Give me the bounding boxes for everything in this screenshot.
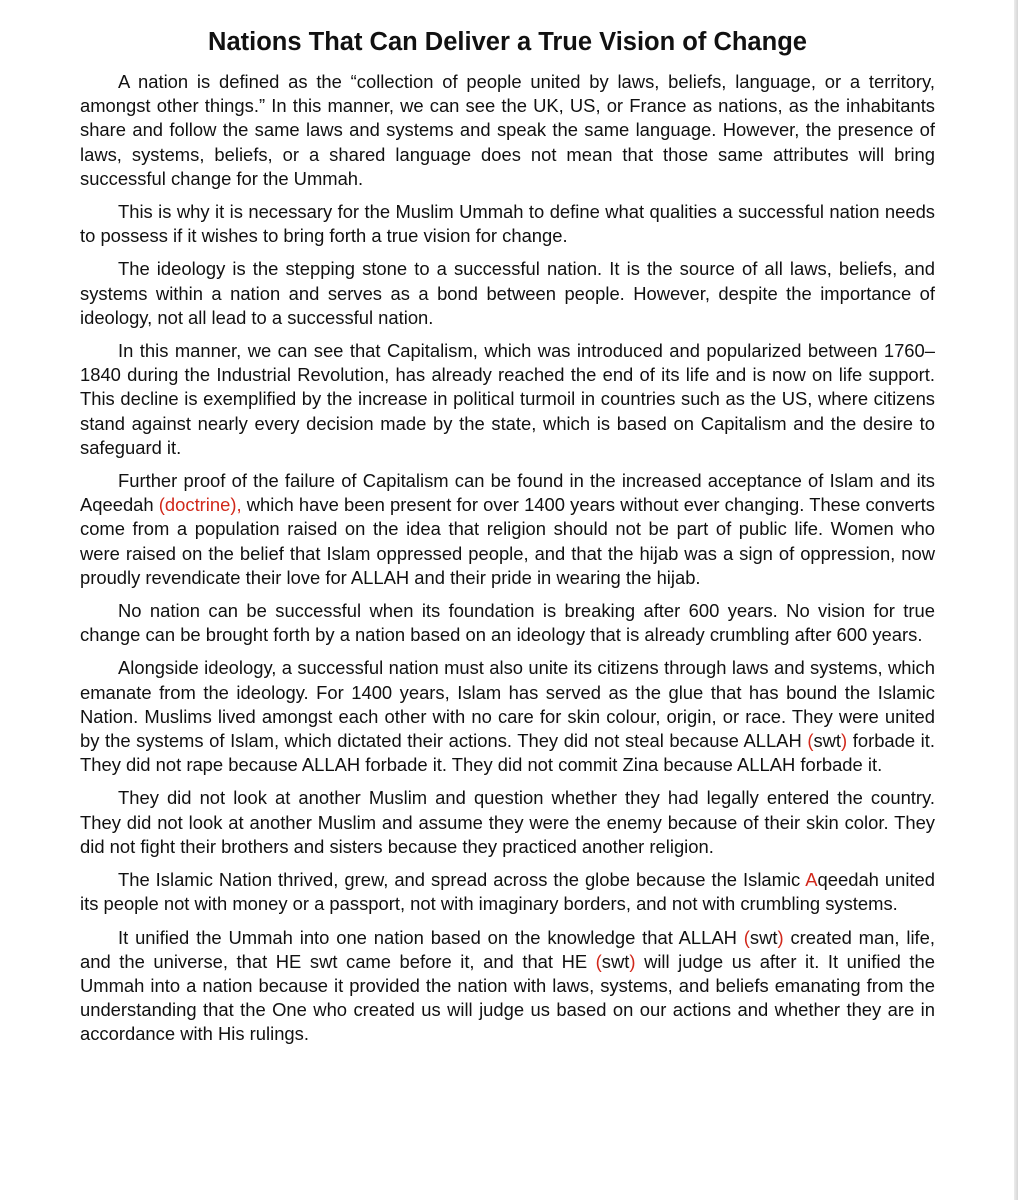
page-edge-shadow bbox=[1014, 0, 1018, 1200]
paragraph bbox=[80, 599, 935, 647]
paragraph bbox=[80, 200, 935, 248]
document-page bbox=[80, 24, 935, 1056]
highlighted-text: ( bbox=[595, 950, 602, 972]
text-run: In this manner, we can see that Capitalism, which was introduced and popularized between 1760–1840 during the Industrial Revolution, has already reached the end of its life and is now on life support. This decline is exemplified by the increase in political turmoil in countries such as the US, where citizens stand against nearly every decision made by the state, which is based on Capitalism and the desire to safeguard it. bbox=[80, 340, 935, 458]
highlighted-text: ( bbox=[743, 926, 750, 948]
text-run: No nation can be successful when its foundation is breaking after 600 years. No vision for true change can be brought forth by a nation based on an ideology that is already crumbling after 600 years. bbox=[80, 600, 935, 646]
text-run: swt bbox=[813, 730, 842, 752]
text-run: swt bbox=[749, 926, 778, 948]
text-run: Further proof of the failure of Capitalism can be found in the increased acceptance of Islam and its Aqeedah bbox=[80, 470, 935, 516]
text-run: It unified the Ummah into one nation based on the knowledge that ALLAH bbox=[118, 926, 744, 948]
document-title: Nations That Can Deliver a True Vision of Change bbox=[208, 28, 807, 56]
highlighted-text: ) bbox=[629, 950, 636, 972]
document-body bbox=[80, 70, 935, 1047]
paragraph bbox=[80, 469, 935, 590]
paragraph bbox=[80, 656, 935, 777]
text-run: swt bbox=[601, 950, 630, 972]
paragraph bbox=[80, 926, 935, 1047]
paragraph bbox=[80, 868, 935, 916]
text-run: The Islamic Nation thrived, grew, and spread across the globe because the Islamic bbox=[118, 869, 806, 891]
highlighted-text: ) bbox=[841, 730, 848, 752]
highlighted-text: ( bbox=[807, 730, 814, 752]
text-run: A nation is defined as the “collection of people united by laws, beliefs, language, or a territory, amongst other things.” In this manner, we can see the UK, US, or France as nations, as the inhabitants share and follow the same laws and systems and speak the same language. However, the presence of laws, systems, beliefs, or a shared language does not mean that those same attributes will bring successful change for the Ummah. bbox=[80, 71, 935, 189]
text-run: will judge us after it. It unified the Ummah into a nation because it provided the nation with laws, systems, and beliefs emanating from the understanding that the One who created us will judge us based on our actions and whether they are in accordance with His rulings. bbox=[80, 950, 935, 1045]
text-run: The ideology is the stepping stone to a successful nation. It is the source of all laws, beliefs, and systems within a nation and serves as a bond between people. However, despite the importance of ideology, not all lead to a successful nation. bbox=[80, 258, 935, 328]
text-run: qeedah united its people not with money or a passport, not with imaginary borders, and not with crumbling systems. bbox=[80, 869, 936, 915]
text-run: This is why it is necessary for the Muslim Ummah to define what qualities a successful nation needs to possess if it wishes to bring forth a true vision for change. bbox=[80, 201, 935, 247]
text-run: which have been present for over 1400 years without ever changing. These converts come from a population raised on the idea that religion should not be part of public life. Women who were raised on the belief that Islam oppressed people, and that the hijab was a sign of oppression, now proudly revendicate their love for ALLAH and their pride in wearing the hijab. bbox=[80, 494, 935, 588]
text-run: forbade it. They did not rape because ALLAH forbade it. They did not commit Zina because ALLAH forbade it. bbox=[80, 730, 935, 776]
highlighted-text: (doctrine), bbox=[158, 494, 242, 516]
paragraph bbox=[80, 70, 935, 191]
highlighted-text: ) bbox=[777, 926, 784, 948]
text-run: They did not look at another Muslim and question whether they had legally entered the country. They did not look at another Muslim and assume they were the enemy because of their skin color. They did not fight their brothers and sisters because they practiced another religion. bbox=[80, 787, 935, 857]
paragraph bbox=[80, 339, 935, 460]
paragraph bbox=[80, 257, 935, 330]
text-run: Alongside ideology, a successful nation must also unite its citizens through laws and systems, which emanate from the ideology. For 1400 years, Islam has served as the glue that has bound the Islamic Nation. Muslims lived amongst each other with no care for skin colour, origin, or race. They were united by the systems of Islam, which dictated their actions. They did not steal because ALLAH bbox=[80, 657, 935, 752]
paragraph bbox=[80, 786, 935, 859]
text-run: created man, life, and the universe, that HE swt came before it, and that HE bbox=[80, 926, 935, 972]
highlighted-text: A bbox=[805, 869, 818, 891]
